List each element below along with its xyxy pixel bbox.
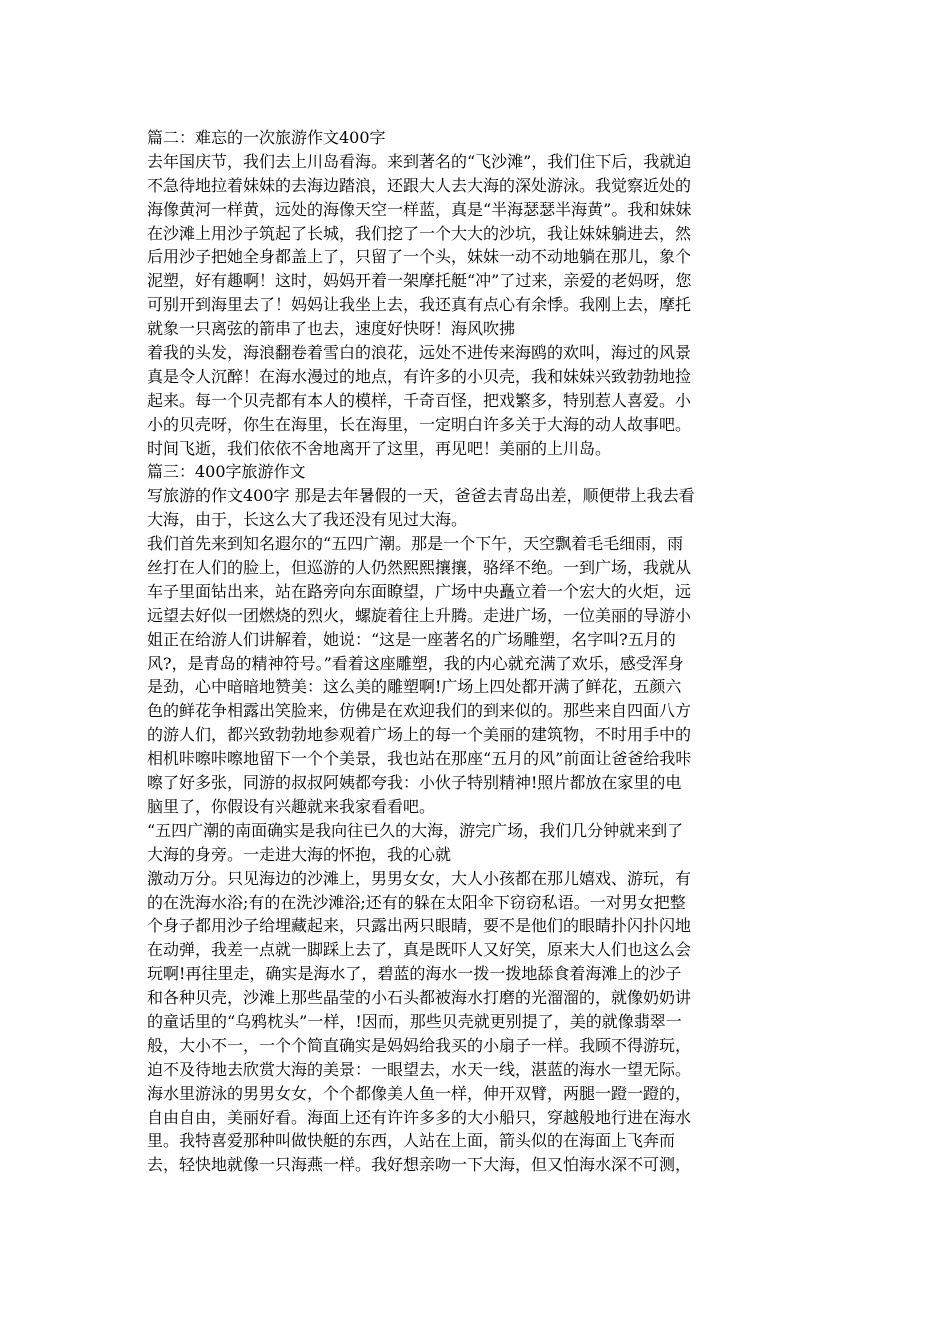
text-line: 写旅游的作文400字 那是去年暑假的一天，爸爸去青岛出差，顺便带上我去看 [147, 486, 695, 506]
text-line: 姐正在给游人们讲解着，她说：“这是一座著名的广场雕塑，名字叫?五月的 [147, 629, 676, 649]
text-line: 不急待地拉着妹妹的去海边踏浪，还跟大人去大海的深处游泳。我觉察近处的 [147, 175, 692, 195]
text-line: 的在洗海水浴;有的在洗沙滩浴;还有的躲在太阳伞下窃窃私语。一对男女把整 [147, 892, 686, 912]
text-line: 色的鲜花争相露出笑脸来，仿佛是在欢迎我们的到来似的。那些来自四面八方 [147, 701, 692, 721]
text-line: 里。我特喜爱那种叫做快艇的东西，人站在上面，箭头似的在海面上飞奔而 [147, 1131, 676, 1151]
text-line: 我们首先来到知名遐尔的“五四广潮。那是一个下午，天空飘着毛毛细雨，雨 [147, 534, 684, 554]
text-line: 可别开到海里去了！妈妈让我坐上去，我还真有点心有余悸。我刚上去，摩托 [147, 295, 692, 315]
text-line: 篇三：400字旅游作文 [147, 462, 306, 482]
text-line: 后用沙子把她全身都盖上了，只留了一个头，妹妹一动不动地躺在那儿，象个 [147, 247, 692, 267]
text-line: 风?，是青岛的精神符号。”看着这座雕塑，我的内心就充满了欢乐，感受浑身 [147, 653, 684, 673]
text-line: 自由自由，美丽好看。海面上还有许许多多的大小船只，穿越般地行进在海水 [147, 1107, 692, 1127]
text-line: 就象一只离弦的箭串了也去，速度好快呀！海风吹拂 [147, 319, 516, 339]
text-line: 的童话里的“乌鸦枕头”一样，!因而，那些贝壳就更别提了，美的就像翡翠一 [147, 1011, 682, 1031]
text-line: 小的贝壳呀，你生在海里，长在海里，一定明白许多关于大海的动人故事吧。 [147, 414, 692, 434]
text-line: 去年国庆节，我们去上川岛看海。来到著名的“飞沙滩”，我们住下后，我就迫 [147, 151, 692, 171]
text-line: 般，大小不一，一个个简直确实是妈妈给我买的小扇子一样。我顾不得游玩， [147, 1035, 692, 1055]
text-line: 迫不及待地去欣赏大海的美景：一眼望去，水天一线，湛蓝的海水一望无际。 [147, 1059, 692, 1079]
text-line: 脑里了，你假设有兴趣就来我家看看吧。 [147, 796, 436, 816]
text-line: 泥塑，好有趣啊！这时，妈妈开着一架摩托艇“冲”了过来，亲爱的老妈呀，您 [147, 271, 692, 291]
text-line: 海水里游泳的男男女女，个个都像美人鱼一样，伸开双臂，两腿一蹬一蹬的， [147, 1083, 692, 1103]
text-line: 在沙滩上用沙子筑起了长城，我们挖了一个大大的沙坑，我让妹妹躺进去，然 [147, 223, 692, 243]
document-body [147, 126, 805, 1177]
text-line: 真是令人沉醉！在海水漫过的地点，有许多的小贝壳，我和妹妹兴致勃勃地捡 [147, 366, 692, 386]
text-line: 嚓了好多张，同游的叔叔阿姨都夸我：小伙子特别精神!照片都放在家里的电 [147, 773, 682, 793]
text-line: 远望去好似一团燃烧的烈火，螺旋着往上升腾。走进广场，一位美丽的导游小 [147, 605, 692, 625]
text-line: 在动弹，我差一点就一脚踩上去了，真是既吓人又好笑，原来大人们也这么会 [147, 940, 692, 960]
text-line: 车子里面钻出来，站在路旁向东面瞭望，广场中央矗立着一个宏大的火炬，远 [147, 581, 692, 601]
text-line: “五四广潮的南面确实是我向往已久的大海，游完广场，我们几分钟就来到了 [147, 820, 684, 840]
text-line: 的游人们，都兴致勃勃地参观着广场上的每一个美丽的建筑物，不时用手中的 [147, 725, 692, 745]
text-line: 大海的身旁。一走进大海的怀抱，我的心就 [147, 844, 452, 864]
text-line: 和各种贝壳，沙滩上那些晶莹的小石头都被海水打磨的光溜溜的，就像奶奶讲 [147, 988, 692, 1008]
text-line: 是劲，心中暗暗地赞美：这么美的雕塑啊!广场上四处都开满了鲜花，五颜六 [147, 677, 682, 697]
text-line: 着我的头发，海浪翻卷着雪白的浪花，远处不进传来海鸥的欢叫，海过的风景 [147, 343, 692, 363]
text-line: 个身子都用沙子给埋藏起来，只露出两只眼睛，要不是他们的眼睛扑闪扑闪地 [147, 916, 692, 936]
text-line: 篇二：难忘的一次旅游作文400字 [147, 128, 386, 147]
text-line: 去，轻快地就像一只海燕一样。我好想亲吻一下大海，但又怕海水深不可测， [147, 1155, 692, 1175]
text-line: 大海，由于，长这么大了我还没有见过大海。 [147, 510, 468, 530]
text-line: 起来。每一个贝壳都有本人的模样，千奇百怪，把戏繁多，特别惹人喜爱。小 [147, 390, 692, 410]
text-line: 海像黄河一样黄，远处的海像天空一样蓝，真是“半海瑟瑟半海黄”。我和妹妹 [147, 199, 692, 219]
text-line: 玩啊!再往里走，确实是海水了，碧蓝的海水一拨一拨地舔食着海滩上的沙子 [147, 964, 682, 984]
text-line: 相机咔嚓咔嚓地留下一个个美景，我也站在那座“五月的风”前面让爸爸给我咔 [147, 749, 692, 769]
text-line: 时间飞逝，我们依依不舍地离开了这里，再见吧！美丽的上川岛。 [147, 438, 612, 458]
text-line: 激动万分。只见海边的沙滩上，男男女女，大人小孩都在那儿嬉戏、游玩，有 [147, 868, 692, 888]
text-line: 丝打在人们的脸上，但巡游的人仍然熙熙攘攘，骆绎不绝。一到广场，我就从 [147, 558, 692, 578]
